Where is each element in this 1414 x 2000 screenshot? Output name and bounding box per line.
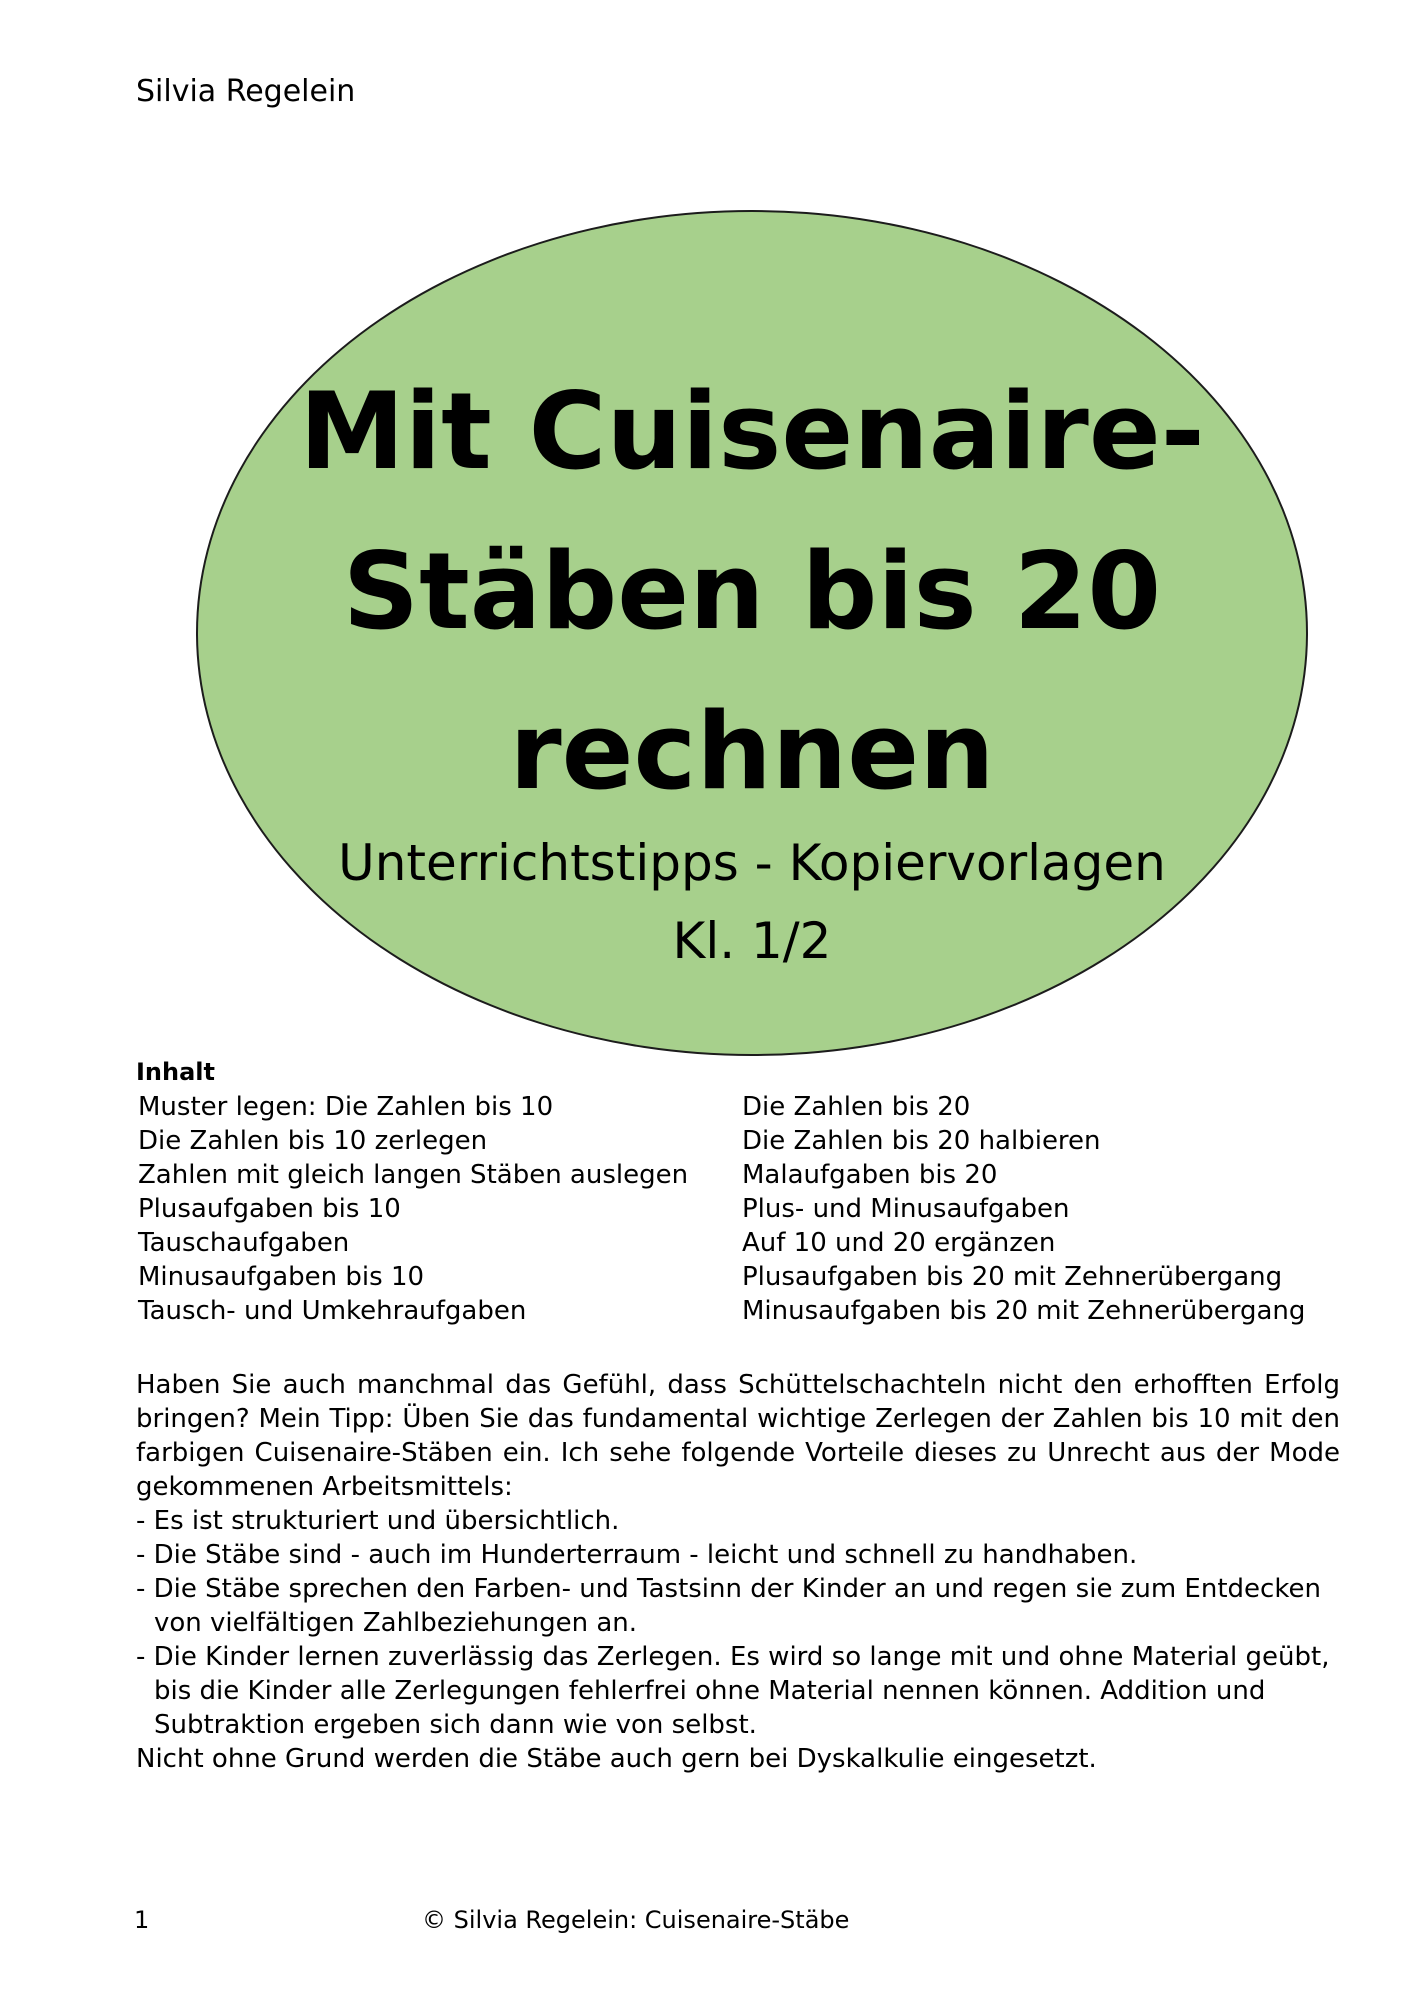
contents-item: Die Zahlen bis 20 halbieren [742,1126,1101,1156]
title-line-3: rechnen [509,690,995,813]
title-line-1: Mit Cuisenaire- [299,370,1205,493]
contents-item: Zahlen mit gleich langen Stäben auslegen [138,1160,689,1190]
contents-item: Tausch- und Umkehraufgaben [138,1296,527,1326]
contents-item: Minusaufgaben bis 20 mit Zehnerübergang [742,1296,1306,1326]
contents-item: Minusaufgaben bis 10 [138,1262,425,1292]
contents-item: Plus- und Minusaufgaben [742,1194,1070,1224]
contents-item: Die Zahlen bis 10 zerlegen [138,1126,488,1156]
contents-item: Muster legen: Die Zahlen bis 10 [138,1092,554,1122]
contents-right-column [742,1090,1305,1328]
contents-item: Plusaufgaben bis 20 mit Zehnerübergang [742,1262,1283,1292]
contents-item: Die Zahlen bis 20 [742,1092,971,1122]
bullet-item: - Es ist strukturiert und übersichtlich. [136,1506,620,1536]
bullet-item: - Die Kinder lernen zuverlässig das Zerlegen. Es wird so lange mit und ohne Material geübt, bis die Kinder alle Zerlegungen fehlerfrei ohne Material nennen können. Addition und Subtraktion ergeben sich dann wie von selbst. [136,1642,1330,1740]
bullet-item: - Die Stäbe sind - auch im Hunderterraum - leicht und schnell zu handhaben. [136,1540,1138,1570]
bullet-item: - Die Stäbe sprechen den Farben- und Tastsinn der Kinder an und regen sie zum Entdecken von vielfältigen Zahlbeziehungen an. [136,1574,1321,1638]
contents-left-column [138,1090,688,1328]
contents-item: Tauschaufgaben [138,1228,350,1258]
body-text [136,1368,1340,1776]
contents-item: Auf 10 und 20 ergänzen [742,1228,1056,1258]
page-number: 1 [134,1906,150,1934]
contents-item: Plusaufgaben bis 10 [138,1194,401,1224]
intro-paragraph: Haben Sie auch manchmal das Gefühl, dass Schüttelschachteln nicht den erhofften Erfolg bringen? Mein Tipp: Üben Sie das fundamental wichtige Zerlegen der Zahlen bis 10 mit den farbigen Cuisenaire-Stäben ein. Ich sehe folgende Vorteile dieses zu Unrecht aus der Mode gekommenen Arbeitsmittels: [136,1370,1340,1502]
title-line-2: Stäben bis 20 [342,530,1162,653]
closing-paragraph: Nicht ohne Grund werden die Stäbe auch gern bei Dyskalkulie eingesetzt. [136,1744,1097,1774]
footer-copyright: © Silvia Regelein: Cuisenaire-Stäbe [422,1906,850,1934]
author-name: Silvia Regelein [136,74,356,109]
contents-heading: Inhalt [136,1058,215,1086]
grade-label: Kl. 1/2 [672,912,832,970]
contents-item: Malaufgaben bis 20 [742,1160,998,1190]
subtitle: Unterrichtstipps - Kopiervorlagen [338,834,1166,892]
